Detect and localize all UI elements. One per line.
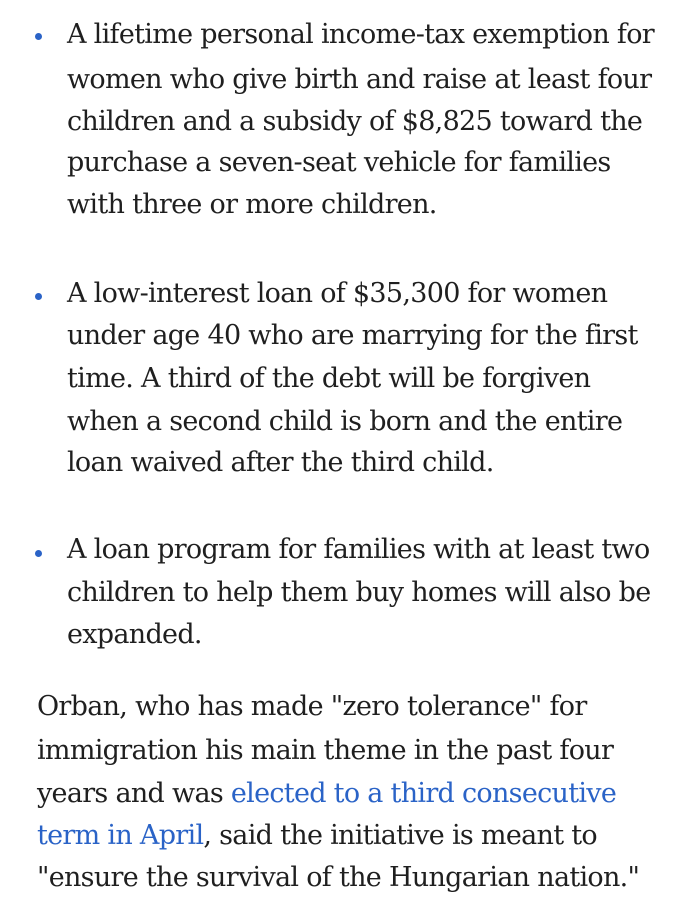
- bullet-dot-icon: [35, 33, 42, 40]
- bullet-line: time. A third of the debt will be forgiven: [67, 363, 591, 394]
- bullet-line: loan waived after the third child.: [67, 447, 494, 478]
- bullet-line: A low-interest loan of $35,300 for women: [67, 278, 608, 309]
- paragraph-line: "ensure the survival of the Hungarian nation.": [37, 862, 640, 893]
- bullet-line: when a second child is born and the entire: [67, 406, 623, 437]
- bullet-line: expanded.: [67, 619, 202, 650]
- bullet-line: children and a subsidy of $8,825 toward the: [67, 106, 643, 137]
- paragraph-line: immigration his main theme in the past four: [37, 735, 614, 766]
- bullet-line: under age 40 who are marrying for the first: [67, 320, 638, 351]
- bullet-dot-icon: [35, 293, 42, 300]
- paragraph-line: Orban, who has made "zero tolerance" for: [37, 691, 587, 722]
- bullet-line: A loan program for families with at least two: [67, 534, 650, 565]
- paragraph-line: [37, 776, 616, 812]
- election-article-link[interactable]: elected to a third consecutive: [230, 778, 617, 809]
- paragraph-text: , said the initiative is meant to: [203, 820, 597, 851]
- bullet-line: women who give birth and raise at least four: [67, 64, 652, 95]
- bullet-line: with three or more children.: [67, 189, 437, 220]
- bullet-dot-icon: [35, 550, 42, 557]
- election-article-link-continued[interactable]: term in April: [37, 820, 204, 851]
- bullet-line: purchase a seven-seat vehicle for families: [67, 147, 611, 178]
- bullet-line: children to help them buy homes will also be: [67, 577, 651, 608]
- paragraph-line: [37, 818, 597, 854]
- paragraph-text: years and was: [37, 778, 231, 809]
- bullet-line: A lifetime personal income-tax exemption for: [67, 19, 654, 50]
